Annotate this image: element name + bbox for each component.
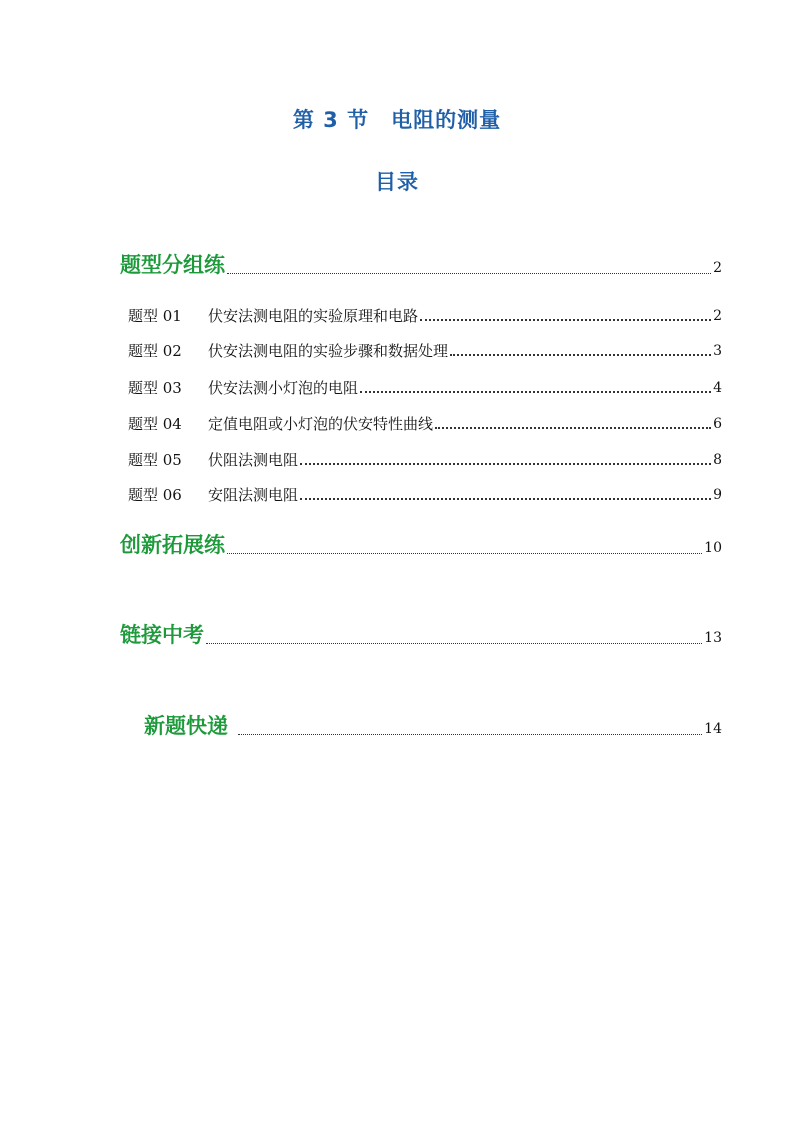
toc-item-label: 伏阻法测电阻 [208, 451, 299, 469]
leader-dots [206, 643, 702, 644]
toc-page-number: 4 [713, 380, 722, 396]
toc-page-number: 8 [713, 452, 722, 468]
leader-dots [227, 553, 702, 554]
leader-dots [238, 734, 702, 735]
toc-page-number: 13 [704, 630, 722, 646]
toc-item-label: 安阻法测电阻 [208, 486, 299, 504]
leader-dots [360, 391, 711, 393]
chapter-title: 第 3 节 电阻的测量 [292, 108, 502, 132]
toc-item-label: 伏安法测电阻的实验原理和电路 [208, 307, 419, 325]
leader-dots [435, 427, 711, 429]
leader-dots [227, 273, 711, 274]
toc-item-3[interactable] [128, 381, 722, 396]
toc-item-number: 题型 05 [128, 451, 182, 469]
toc-item-6[interactable] [128, 488, 722, 503]
toc-item-number: 题型 04 [128, 415, 182, 433]
toc-section-label: 新题快递 [144, 714, 228, 738]
leader-dots [300, 498, 711, 500]
toc-section-4[interactable] [144, 716, 722, 737]
toc-page-number: 6 [713, 416, 722, 432]
leader-dots [300, 463, 711, 465]
toc-item-label: 伏安法测小灯泡的电阻 [208, 379, 359, 397]
toc-page-number: 9 [713, 487, 722, 503]
toc-item-label: 定值电阻或小灯泡的伏安特性曲线 [208, 415, 434, 433]
toc-title: 目录 [375, 170, 419, 194]
toc-section-3[interactable] [120, 625, 722, 646]
toc-item-5[interactable] [128, 453, 722, 468]
toc-section-2[interactable] [120, 535, 722, 556]
toc-item-number: 题型 06 [128, 486, 182, 504]
toc-page-number: 2 [713, 260, 722, 276]
toc-section-1[interactable] [120, 255, 722, 276]
toc-page-number: 2 [713, 308, 722, 324]
leader-dots [420, 319, 711, 321]
toc-section-label: 链接中考 [120, 623, 204, 647]
toc-page-number: 3 [713, 343, 722, 359]
toc-section-label: 创新拓展练 [120, 533, 225, 557]
toc-item-1[interactable] [128, 309, 722, 324]
toc-item-number: 题型 03 [128, 379, 182, 397]
toc-page-number: 10 [704, 540, 722, 556]
toc-item-number: 题型 02 [128, 342, 182, 360]
toc-item-label: 伏安法测电阻的实验步骤和数据处理 [208, 342, 449, 360]
toc-page-number: 14 [704, 721, 722, 737]
toc-item-2[interactable] [128, 344, 722, 359]
toc-section-label: 题型分组练 [120, 253, 225, 277]
leader-dots [450, 354, 711, 356]
toc-item-4[interactable] [128, 417, 722, 432]
toc-item-number: 题型 01 [128, 307, 182, 325]
